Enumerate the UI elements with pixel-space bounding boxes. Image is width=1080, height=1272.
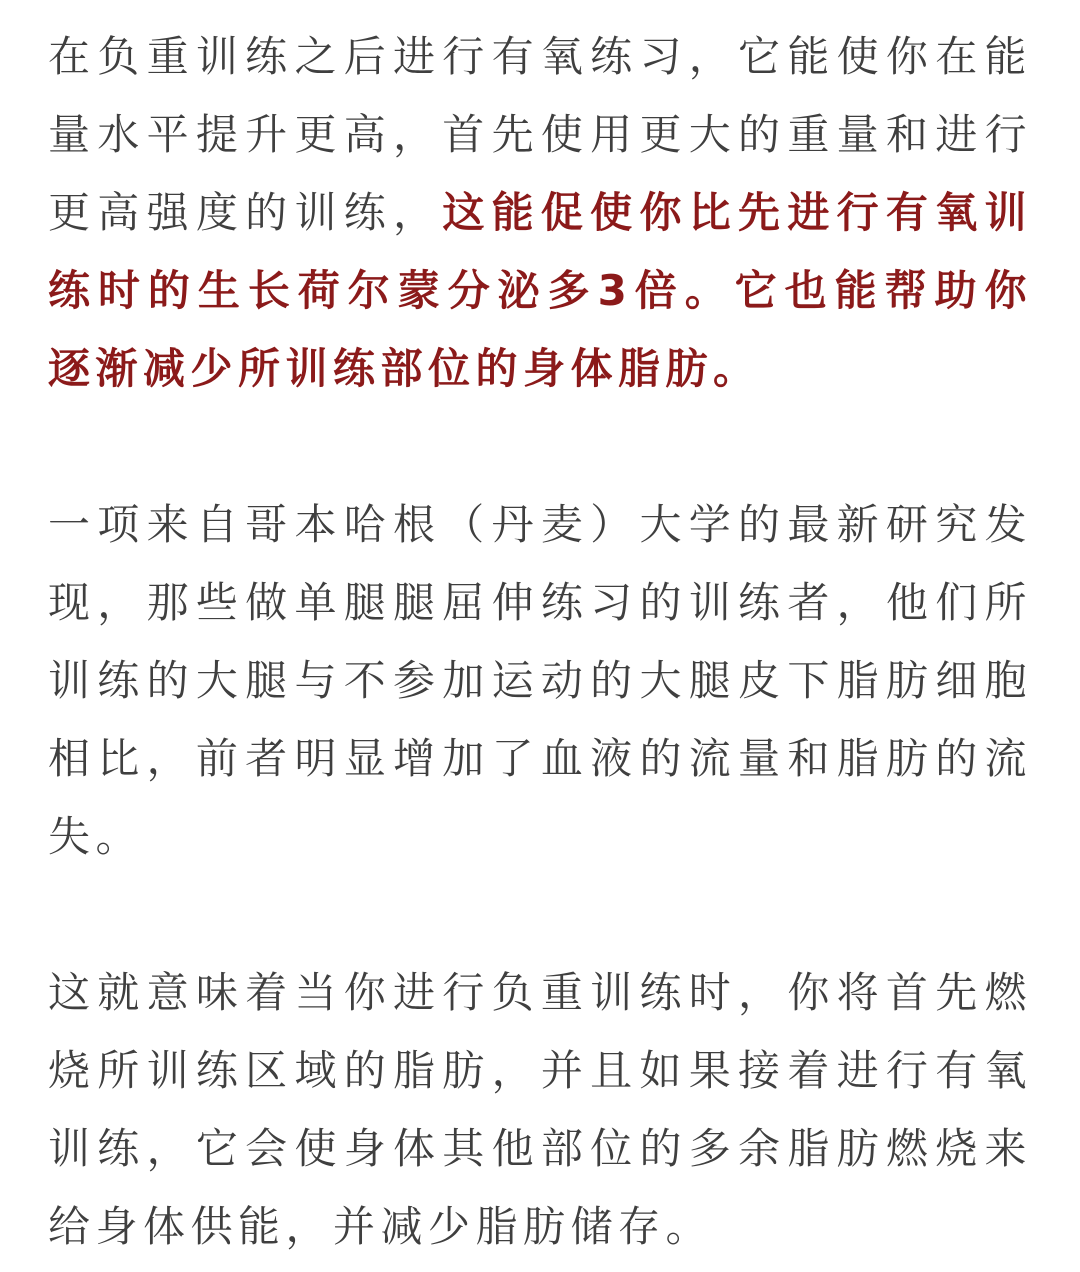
paragraph-3-text: 这就意味着当你进行负重训练时，你将首先燃烧所训练区域的脂肪，并且如果接着进行有氧训练，它会使身体其他部位的多余脂肪燃烧来给身体供能，并减少脂肪储存。 (48, 968, 1032, 1251)
paragraph-2 (48, 486, 1032, 876)
paragraph-1-highlight: 这能促使你比先进行有氧训练时的生长荷尔蒙分泌多3倍。它也能帮助你逐渐减少所训练部位的身体脂肪。 (48, 188, 1032, 393)
paragraph-1 (48, 18, 1032, 408)
paragraph-3 (48, 954, 1032, 1266)
paragraph-2-text: 一项来自哥本哈根（丹麦）大学的最新研究发现，那些做单腿腿屈伸练习的训练者，他们所训练的大腿与不参加运动的大腿皮下脂肪细胞相比，前者明显增加了血液的流量和脂肪的流失。 (48, 500, 1032, 861)
paragraph-1-text: 在负重训练之后进行有氧练习，它能使你在能量水平提升更高，首先使用更大的重量和进行更高强度的训练， (48, 32, 1032, 237)
